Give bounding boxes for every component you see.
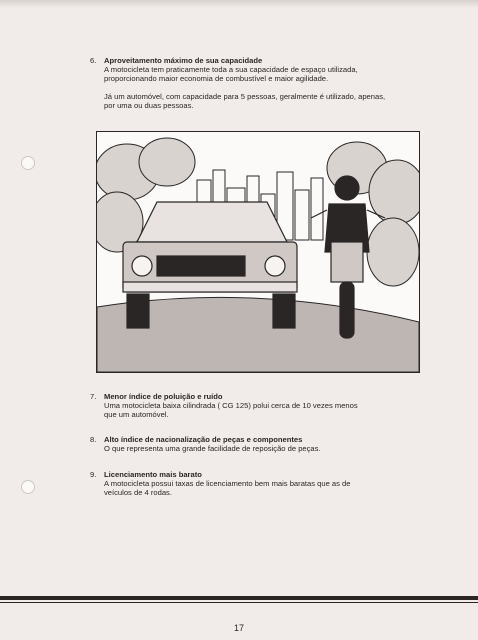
illustration-drawing <box>97 132 419 372</box>
section-line: A motocicleta possui taxas de licenciamento bem mais baratas que as de <box>104 479 351 489</box>
footer-rule <box>0 596 478 600</box>
binder-hole-bottom <box>21 480 35 494</box>
car-motorcycle-illustration <box>96 131 420 373</box>
section-title: Alto índice de nacionalização de peças e componentes <box>104 435 303 444</box>
page-top-edge <box>0 0 478 8</box>
section-line: veículos de 4 rodas. <box>104 488 172 498</box>
paragraph-line: por uma ou duas pessoas. <box>104 101 194 111</box>
section-line: O que representa uma grande facilidade de reposição de peças. <box>104 444 321 454</box>
section-8 <box>90 435 400 453</box>
section-line: Uma motocicleta baixa cilindrada ( CG 125) polui cerca de 10 vezes menos <box>104 401 358 411</box>
section-number: 7. <box>90 392 97 401</box>
section-6 <box>90 56 400 84</box>
section-number: 6. <box>90 56 97 65</box>
section-line: A motocicleta tem praticamente toda a sua capacidade de espaço utilizada, <box>104 65 358 75</box>
footer-rule-thin <box>0 602 478 603</box>
section-title: Aproveitamento máximo de sua capacidade <box>104 56 263 65</box>
section-title: Licenciamento mais barato <box>104 470 202 479</box>
page-number: 17 <box>233 623 244 633</box>
section-line: que um automóvel. <box>104 410 169 420</box>
automovel-paragraph <box>104 92 414 110</box>
section-number: 8. <box>90 435 97 444</box>
section-title: Menor índice de poluição e ruído <box>104 392 223 401</box>
section-9 <box>90 470 400 498</box>
section-line: proporcionando maior economia de combustível e maior agilidade. <box>104 74 329 84</box>
binder-hole-top <box>21 156 35 170</box>
paragraph-line: Já um automóvel, com capacidade para 5 pessoas, geralmente é utilizado, apenas, <box>104 92 386 101</box>
section-number: 9. <box>90 470 97 479</box>
section-7 <box>90 392 400 420</box>
